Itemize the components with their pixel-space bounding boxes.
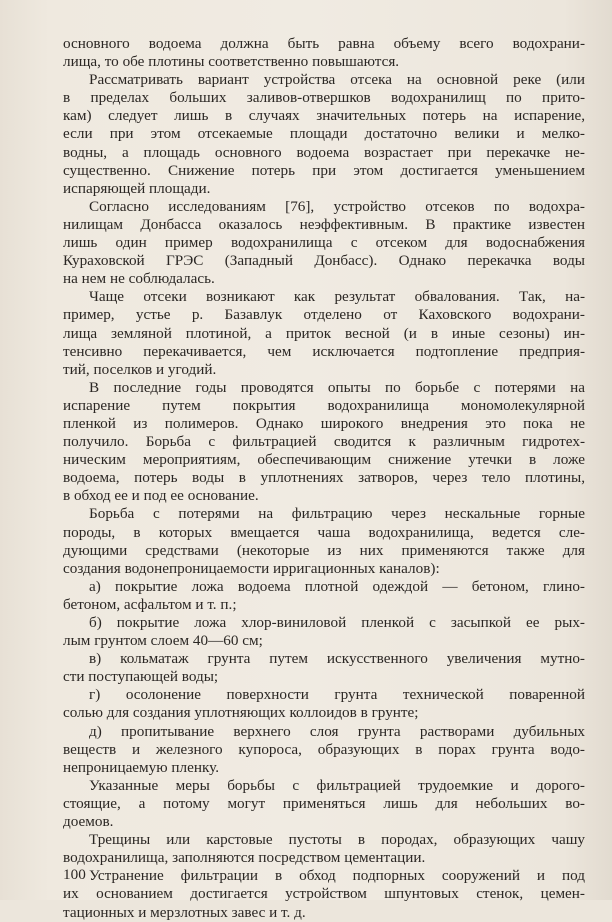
text-line: испаряющей площади. bbox=[63, 179, 211, 197]
text-line: Трещины или карстовые пустоты в породах, образующих чашу bbox=[89, 831, 585, 849]
text-line: тенсивно перекачивается, чем исключается подтопление предприя- bbox=[63, 342, 585, 360]
text-line: Борьба с потерями на фильтрацию через нескальные горные bbox=[89, 505, 585, 523]
list-item-b: б) покрытие ложа хлор-виниловой пленкой с засыпкой ее рых- bbox=[89, 614, 585, 631]
text-line: тий, поселков и угодий. bbox=[63, 360, 217, 378]
list-item-a: а) покрытие ложа водоема плотной одеждой — бетоном, глино- bbox=[89, 577, 585, 595]
text-line: лишь один пример водохранилища с отсеком для водоснабжения bbox=[63, 234, 585, 252]
text-line: лища земляной плотиной, а приток весной (и в иные сезоны) ин- bbox=[63, 324, 585, 342]
text-line: дующими средствами (некоторые из них применяются также для bbox=[63, 541, 585, 559]
text-line: получило. Борьба с фильтрацией сводится к различным гидротех- bbox=[63, 433, 585, 451]
text-line: водоема, потерь воды в уплотнениях затворов, через тело плотины, bbox=[63, 469, 585, 487]
text-line: В последние годы проводятся опыты по борьбе с потерями на bbox=[89, 378, 585, 396]
text-line: Чаще отсеки возникают как результат обвалования. Так, на- bbox=[89, 288, 585, 306]
text-line: Указанные меры борьбы с фильтрацией трудоемкие и дорого- bbox=[89, 776, 585, 794]
text-line: Рассматривать вариант устройства отсека на основной реке (или bbox=[89, 71, 585, 89]
text-line: в обход ее и под ее основание. bbox=[63, 487, 259, 505]
text-line: водохранилища, заполняются посредством цементации. bbox=[63, 849, 426, 867]
text-line: пленкой из полимеров. Однако широкого внедрения это пока не bbox=[63, 414, 585, 432]
text-line: на нем не соблюдалась. bbox=[63, 270, 215, 288]
text-line: существенно. Снижение потерь при этом достигается уменьшением bbox=[63, 161, 585, 179]
text-line: испарение путем покрытия водохранилища мономолекулярной bbox=[63, 396, 585, 414]
text-line: Согласно исследованиям [76], устройство отсеков по водохра- bbox=[89, 197, 585, 215]
text-line: создания водонепроницаемости ирригационных каналов): bbox=[63, 559, 440, 577]
text-line: сти поступающей воды; bbox=[63, 668, 219, 686]
text-line: кам) следует лишь в случаях значительных потерь на испарение, bbox=[63, 107, 585, 125]
text-line: веществ и железного купороса, образующих в порах грунта водо- bbox=[63, 740, 585, 758]
text-line: в пределах больших заливов-отвершков водохранилищ по прито- bbox=[63, 89, 585, 107]
list-item-d: д) пропитывание верхнего слоя грунта растворами дубильных bbox=[89, 722, 585, 740]
text-line: тационных и мерзлотных завес и т. д. bbox=[63, 903, 306, 921]
list-item-g: г) осолонение поверхности грунта технической поваренной bbox=[89, 686, 585, 704]
text-line: если при этом отсекаемые площади достаточно велики и мелко- bbox=[63, 125, 585, 143]
text-line: нилищам Донбасса оказалось неэффективным. В практике известен bbox=[63, 215, 585, 233]
text-line: основного водоема должна быть равна объему всего водохрани- bbox=[63, 35, 585, 52]
page-number: 100 bbox=[63, 866, 86, 883]
body-text bbox=[63, 35, 585, 922]
text-line: водны, а площадь основного водоема возрастает при перекачке не- bbox=[63, 143, 585, 161]
text-line: лища, то обе плотины соответственно повышаются. bbox=[63, 53, 400, 71]
text-line: породы, в которых вмещается чаша водохранилища, ведется сле- bbox=[63, 523, 585, 541]
text-line: их основанием достигается устройством шпунтовых стенок, цемен- bbox=[63, 885, 585, 903]
text-line: лым грунтом слоем 40—60 см; bbox=[63, 632, 263, 650]
text-line: непроницаемую пленку. bbox=[63, 758, 220, 776]
text-line: солью для создания уплотняющих коллоидов в грунте; bbox=[63, 704, 419, 722]
text-line: бетоном, асфальтом и т. п.; bbox=[63, 595, 237, 613]
list-item-v: в) кольматаж грунта путем искусственного увеличения мутно- bbox=[89, 650, 585, 668]
text-line: ническим мероприятиям, обеспечивающим снижение утечки в ложе bbox=[63, 451, 585, 469]
text-line: доемов. bbox=[63, 813, 114, 831]
text-line: Кураховской ГРЭС (Западный Донбасс). Однако перекачка воды bbox=[63, 252, 585, 270]
text-line: Устранение фильтрации в обход подпорных сооружений и под bbox=[89, 867, 585, 885]
text-line: стоящие, а потому могут применяться лишь для небольших во- bbox=[63, 794, 585, 812]
text-line: пример, устье р. Базавлук отделено от Каховского водохрани- bbox=[63, 306, 585, 324]
